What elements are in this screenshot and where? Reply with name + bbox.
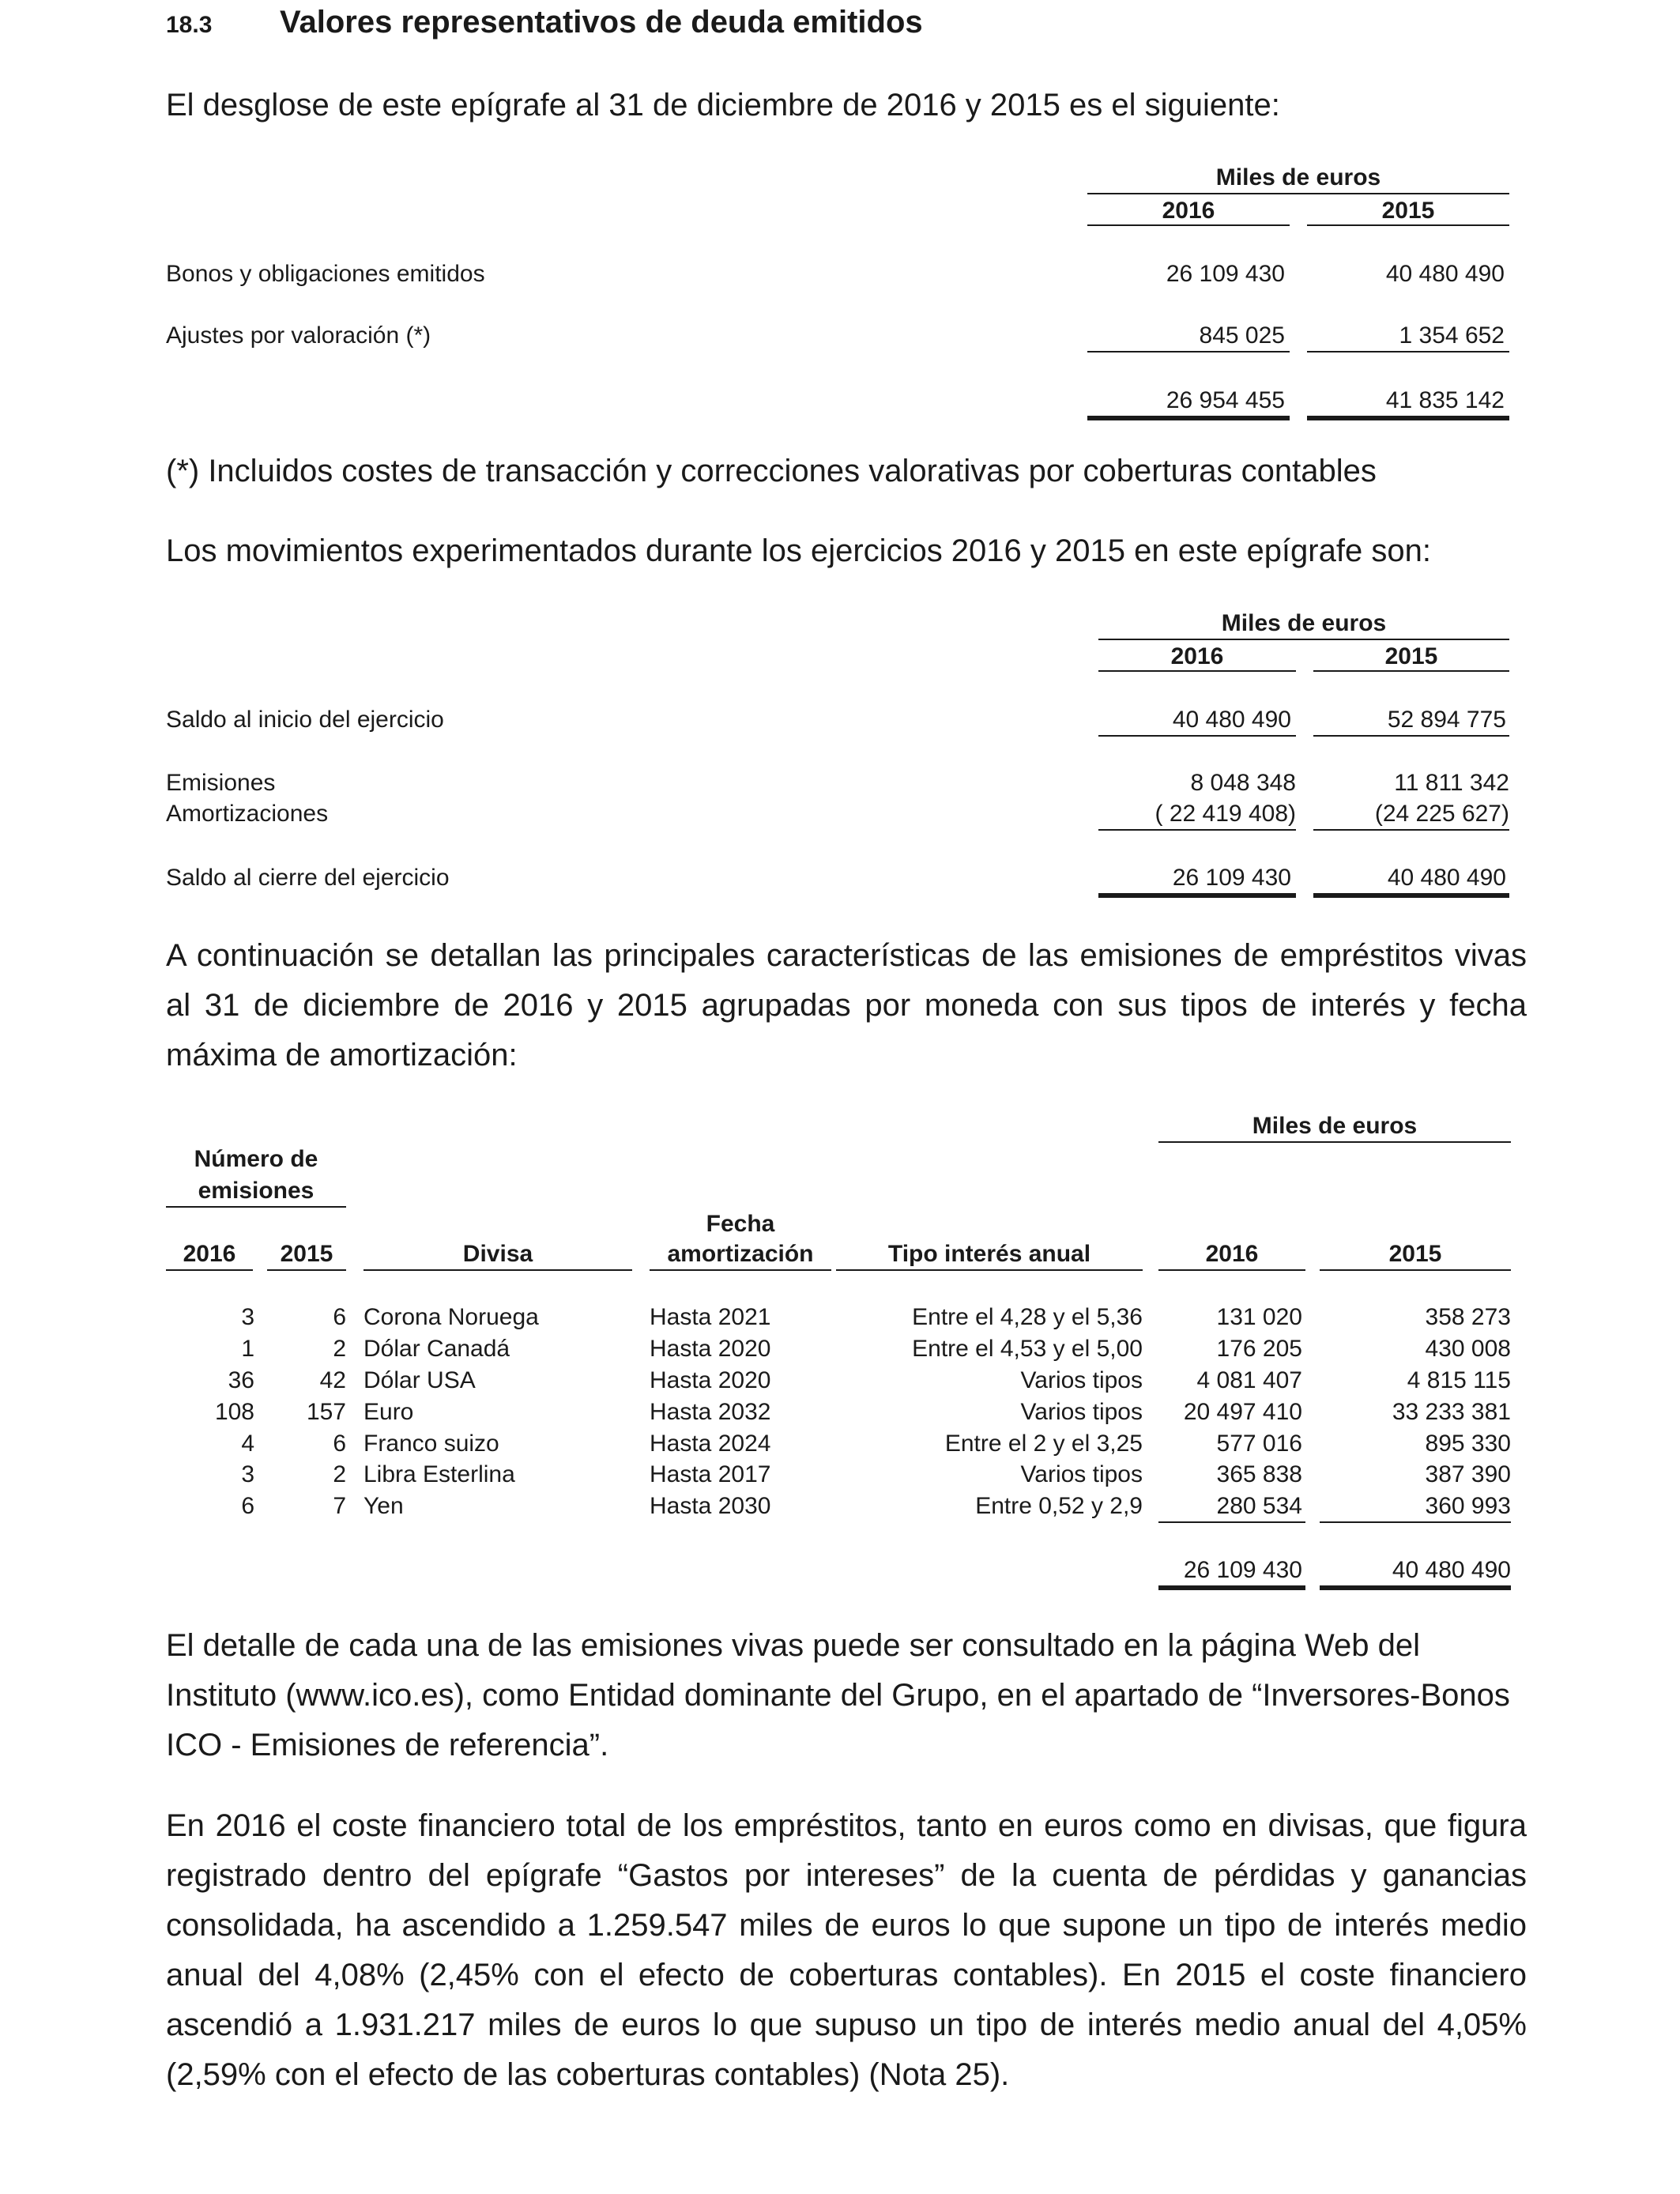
table3-cell-v2015: 360 993: [1425, 1493, 1511, 1519]
table2-cell: (24 225 627): [1374, 801, 1509, 827]
table3-cell-v2015: 430 008: [1425, 1336, 1511, 1362]
table3-cell-n2016: 3: [241, 1461, 254, 1487]
section-title: Valores representativos de deuda emitidos: [280, 5, 923, 40]
table3-cell-v2016: 4 081 407: [1196, 1367, 1302, 1393]
table3-cell-fecha: Hasta 2017: [650, 1461, 771, 1487]
table3-cell-v2016: 577 016: [1216, 1431, 1302, 1457]
intro-paragraph-2: Los movimientos experimentados durante los ejercicios 2016 y 2015 en este epígrafe son:: [166, 533, 1431, 568]
table3-cell-divisa: Euro: [363, 1399, 414, 1425]
table3-cell-n2015: 2: [333, 1461, 346, 1487]
table3-cell-fecha: Hasta 2020: [650, 1336, 771, 1362]
table2-rule: [1313, 829, 1509, 831]
table1-cell: 26 109 430: [1166, 261, 1285, 287]
footnote: (*) Incluidos costes de transacción y correcciones valorativas por coberturas contables: [166, 454, 1377, 488]
table2-col-2015: 2015: [1384, 643, 1438, 669]
table3-header-fecha: amortización: [667, 1241, 814, 1267]
table3-header-miles: Miles de euros: [1252, 1113, 1418, 1139]
table3-cell-fecha: Hasta 2032: [650, 1399, 771, 1425]
table3-cell-n2016: 3: [241, 1304, 254, 1330]
table1-header: Miles de euros: [1215, 164, 1381, 190]
table3-cell-v2015: 895 330: [1425, 1431, 1511, 1457]
table3-col-rule: [267, 1269, 346, 1271]
table1-total: 41 835 142: [1385, 387, 1505, 413]
table3-cell-n2016: 4: [241, 1431, 254, 1457]
table1-header-rule: [1087, 193, 1509, 194]
intro-paragraph-3: A continuación se detallan las principales características de las emisiones de empréstitos vivas al 31 de diciembre de 2016 y 2015 agrupadas por moneda con sus tipos de interés y fecha máxima de amortización:: [166, 938, 1527, 1072]
table2-cell: 40 480 490: [1387, 865, 1506, 891]
table3-cell-n2015: 6: [333, 1431, 346, 1457]
table2-cell: 40 480 490: [1172, 707, 1291, 733]
table1-row-label: Bonos y obligaciones emitidos: [166, 261, 485, 287]
table3-cell-tipo: Entre 0,52 y 2,9: [975, 1493, 1143, 1519]
table2-cell: 8 048 348: [1190, 770, 1296, 796]
table3-cell-fecha: Hasta 2020: [650, 1367, 771, 1393]
table2-row-label: Amortizaciones: [166, 801, 329, 827]
table3-cell-divisa: Yen: [363, 1493, 404, 1519]
table2-total-rule: [1098, 893, 1296, 898]
table3-cell-v2015: 387 390: [1425, 1461, 1511, 1487]
table3-header-numero: emisiones: [198, 1178, 315, 1204]
table3-cell-n2016: 1: [241, 1336, 254, 1362]
table3-col-rule: [1320, 1269, 1511, 1271]
table3-col-rule: [836, 1269, 1143, 1271]
table3-cell-v2016: 365 838: [1216, 1461, 1302, 1487]
table2-row-label: Emisiones: [166, 770, 276, 796]
table1-col-2015: 2015: [1381, 198, 1435, 224]
table3-cell-tipo: Varios tipos: [1020, 1399, 1143, 1425]
table3-cell-n2016: 6: [241, 1493, 254, 1519]
table1-total: 26 954 455: [1166, 387, 1285, 413]
table1-cell: 40 480 490: [1385, 261, 1505, 287]
table3-col-tipo: Tipo interés anual: [887, 1241, 1091, 1267]
table3-cell-tipo: Entre el 4,28 y el 5,36: [912, 1304, 1143, 1330]
table3-col-rule: [650, 1269, 831, 1271]
table3-cell-v2016: 20 497 410: [1183, 1399, 1302, 1425]
table1-cell: 845 025: [1199, 322, 1285, 349]
table3-cell-divisa: Franco suizo: [363, 1431, 499, 1457]
table3-cell-tipo: Entre el 4,53 y el 5,00: [912, 1336, 1143, 1362]
table3-cell-n2015: 2: [333, 1336, 346, 1362]
table3-cell-v2016: 176 205: [1216, 1336, 1302, 1362]
table1-cell: 1 354 652: [1399, 322, 1505, 349]
table3-col-v2015: 2015: [1388, 1241, 1442, 1267]
table3-cell-n2015: 7: [333, 1493, 346, 1519]
table1-subtotal-rule: [1087, 351, 1290, 352]
table2-header-rule: [1098, 639, 1509, 640]
table2-cell: 26 109 430: [1172, 865, 1291, 891]
table3-cell-fecha: Hasta 2024: [650, 1431, 771, 1457]
table3-cell-fecha: Hasta 2021: [650, 1304, 771, 1330]
table3-col-rule: [166, 1269, 253, 1271]
table2-header: Miles de euros: [1221, 610, 1387, 636]
table3-cell-n2016: 36: [228, 1367, 254, 1393]
table1-col-rule: [1087, 224, 1290, 226]
table3-subtotal-rule: [1158, 1521, 1305, 1523]
table3-col-divisa: Divisa: [462, 1241, 533, 1267]
table3-cell-divisa: Dólar USA: [363, 1367, 476, 1393]
table2-col-2016: 2016: [1170, 643, 1224, 669]
table3-cell-v2015: 358 273: [1425, 1304, 1511, 1330]
table3-cell-divisa: Dólar Canadá: [363, 1336, 510, 1362]
table2-rule: [1313, 735, 1509, 737]
table3-cell-n2015: 157: [306, 1399, 346, 1425]
table1-col-rule: [1307, 224, 1509, 226]
table3-cell-tipo: Varios tipos: [1020, 1367, 1143, 1393]
table3-header-rule: [1158, 1141, 1511, 1143]
table2-row-label: Saldo al cierre del ejercicio: [166, 865, 450, 891]
table3-numero-rule: [166, 1206, 346, 1208]
table3-cell-fecha: Hasta 2030: [650, 1493, 771, 1519]
table3-total: 26 109 430: [1183, 1557, 1302, 1583]
table3-total-rule: [1320, 1585, 1511, 1590]
table1-row-label: Ajustes por valoración (*): [166, 322, 431, 349]
section-number: 18.3: [166, 12, 213, 38]
section-heading: [166, 5, 923, 40]
table2-cell: ( 22 419 408): [1155, 801, 1296, 827]
table3-cell-v2016: 131 020: [1216, 1304, 1302, 1330]
table2-col-rule: [1313, 670, 1509, 672]
intro-paragraph-1: El desglose de este epígrafe al 31 de diciembre de 2016 y 2015 es el siguiente:: [166, 88, 1280, 123]
table3-total-rule: [1158, 1585, 1305, 1590]
table3-total: 40 480 490: [1392, 1557, 1511, 1583]
table2-row-label: Saldo al inicio del ejercicio: [166, 707, 444, 733]
table3-col-rule: [1158, 1269, 1305, 1271]
table3-col-n2016: 2016: [183, 1241, 236, 1267]
table1-subtotal-rule: [1307, 351, 1509, 352]
table2-rule: [1098, 829, 1296, 831]
table2-rule: [1098, 735, 1296, 737]
table3-header-fecha: Fecha: [706, 1211, 775, 1237]
table3-cell-n2015: 6: [333, 1304, 346, 1330]
table3-cell-divisa: Corona Noruega: [363, 1304, 539, 1330]
table3-cell-v2015: 33 233 381: [1392, 1399, 1511, 1425]
table1-col-2016: 2016: [1162, 198, 1215, 224]
table2-cell: 52 894 775: [1387, 707, 1506, 733]
table3-header-numero: Número de: [194, 1146, 318, 1172]
table2-total-rule: [1313, 893, 1509, 898]
table1-total-rule: [1087, 416, 1290, 420]
table1-total-rule: [1307, 416, 1509, 420]
table3-cell-v2016: 280 534: [1216, 1493, 1302, 1519]
table3-cell-divisa: Libra Esterlina: [363, 1461, 515, 1487]
table3-subtotal-rule: [1320, 1521, 1511, 1523]
cost-paragraph: En 2016 el coste financiero total de los empréstitos, tanto en euros como en divisas, que figura registrado dentro del epígrafe “Gastos por intereses” de la cuenta de pérdidas y ganancias consolidada, ha ascendido a 1.259.547 miles de euros lo que supone un tipo de interés medio anual del 4,08% (2,45% con el efecto de coberturas contables). En 2015 el coste financiero ascendió a 1.931.217 miles de euros lo que supuso un tipo de interés medio anual del 4,05% (2,59% con el efecto de las coberturas contables) (Nota 25).: [166, 1808, 1527, 2092]
detail-paragraph: El detalle de cada una de las emisiones vivas puede ser consultado en la página Web del Instituto (www.ico.es), como Entidad dominante del Grupo, en el apartado de “Inversores-Bonos ICO - Emisiones de referencia”.: [166, 1628, 1510, 1762]
table3-cell-n2016: 108: [214, 1399, 254, 1425]
table3-cell-tipo: Varios tipos: [1020, 1461, 1143, 1487]
table3-cell-v2015: 4 815 115: [1407, 1367, 1511, 1393]
table3-col-rule: [363, 1269, 632, 1271]
table2-col-rule: [1098, 670, 1296, 672]
table3-cell-tipo: Entre el 2 y el 3,25: [944, 1431, 1143, 1457]
table2-cell: 11 811 342: [1394, 770, 1509, 796]
table3-col-n2015: 2015: [280, 1241, 333, 1267]
table3-col-v2016: 2016: [1205, 1241, 1259, 1267]
table3-cell-n2015: 42: [319, 1367, 346, 1393]
